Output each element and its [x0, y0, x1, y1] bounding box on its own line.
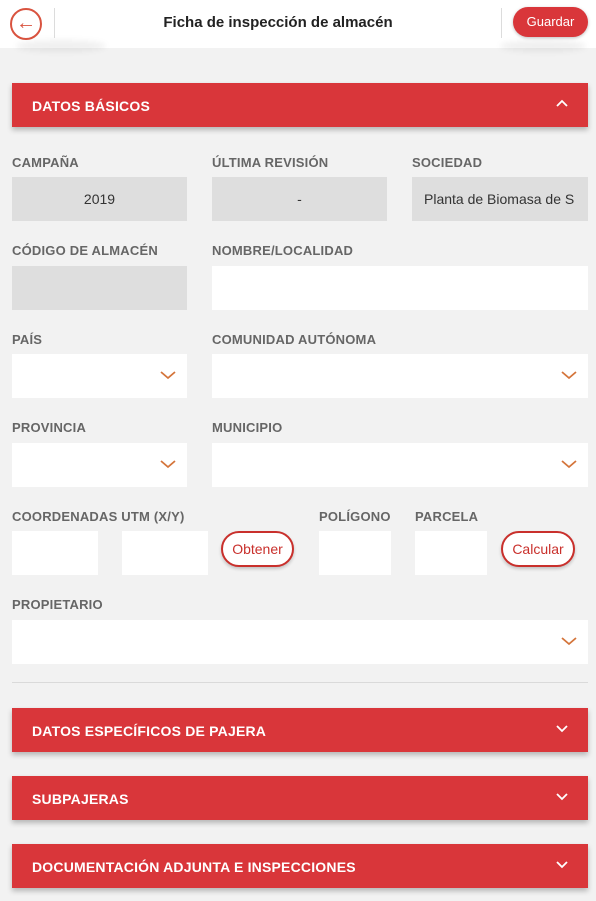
municipality-label: MUNICIPIO — [212, 420, 283, 435]
last-review-label: ÚLTIMA REVISIÓN — [212, 155, 329, 170]
last-review-field — [212, 177, 387, 221]
utm-y-input[interactable] — [122, 531, 208, 575]
parcel-input[interactable] — [415, 531, 487, 575]
parcel-label: PARCELA — [415, 509, 479, 524]
owner-select[interactable] — [12, 620, 588, 664]
chevron-up-icon — [554, 95, 570, 111]
warehouse-code-field — [12, 266, 187, 310]
owner-label: PROPIETARIO — [12, 597, 103, 612]
section-title: DATOS BÁSICOS — [32, 98, 150, 114]
section-header-basic-data[interactable] — [12, 83, 588, 127]
company-value: Planta de Biomasa de S — [424, 191, 575, 207]
warehouse-code-label: CÓDIGO DE ALMACÉN — [12, 243, 158, 258]
chevron-down-icon — [560, 368, 578, 382]
polygon-input[interactable] — [319, 531, 391, 575]
company-field — [412, 177, 588, 221]
divider — [12, 682, 588, 683]
back-arrow-icon[interactable]: ← — [10, 8, 42, 40]
name-locality-input[interactable] — [212, 266, 588, 310]
campaign-value: 2019 — [83, 191, 116, 207]
region-label: COMUNIDAD AUTÓNOMA — [212, 332, 377, 347]
utm-x-input[interactable] — [12, 531, 98, 575]
utm-label: COORDENADAS UTM (X/Y) — [12, 509, 185, 524]
campaign-field — [12, 177, 187, 221]
last-review-value: - — [297, 191, 302, 207]
name-locality-label: NOMBRE/LOCALIDAD — [212, 243, 354, 258]
page-title: Ficha de inspección de almacén — [163, 14, 393, 31]
decorative-shadow — [16, 40, 106, 52]
chevron-down-icon — [554, 856, 570, 872]
section-header-sub-straw[interactable] — [12, 776, 588, 820]
company-label: SOCIEDAD — [412, 155, 483, 170]
country-label: PAÍS — [12, 332, 43, 347]
decorative-shadow — [500, 40, 586, 52]
chevron-down-icon — [159, 368, 177, 382]
section-title: DOCUMENTACIÓN ADJUNTA E INSPECCIONES — [32, 859, 356, 875]
obtain-coordinates-button[interactable]: Obtener — [221, 531, 294, 567]
calculate-button[interactable]: Calcular — [501, 531, 575, 567]
divider — [501, 8, 502, 38]
section-title: SUBPAJERAS — [32, 791, 129, 807]
campaign-label: CAMPAÑA — [12, 155, 79, 170]
province-select[interactable] — [12, 443, 187, 487]
chevron-down-icon — [560, 634, 578, 648]
chevron-down-icon — [554, 720, 570, 736]
section-header-straw-data[interactable] — [12, 708, 588, 752]
province-label: PROVINCIA — [12, 420, 87, 435]
country-select[interactable] — [12, 354, 187, 398]
polygon-label: POLÍGONO — [319, 509, 391, 524]
chevron-down-icon — [554, 788, 570, 804]
section-header-documents[interactable] — [12, 844, 588, 888]
municipality-select[interactable] — [212, 443, 588, 487]
region-select[interactable] — [212, 354, 588, 398]
save-button[interactable]: Guardar — [513, 7, 588, 37]
section-title: DATOS ESPECÍFICOS DE PAJERA — [32, 723, 267, 739]
chevron-down-icon — [159, 457, 177, 471]
chevron-down-icon — [560, 457, 578, 471]
